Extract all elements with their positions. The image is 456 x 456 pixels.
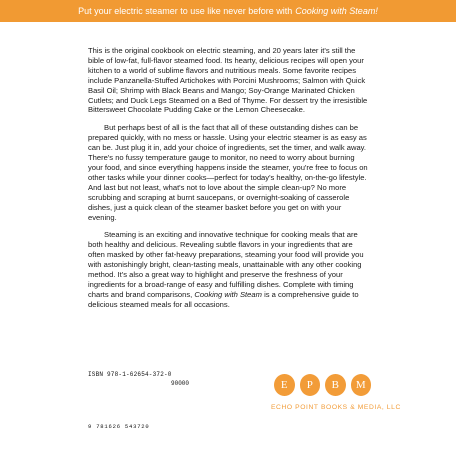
- paragraph-3-book-title: Cooking with Steam: [194, 289, 262, 299]
- banner-text: Put your electric steamer to use like never before with: [78, 6, 293, 16]
- logo-circle-e: E: [274, 374, 295, 396]
- price-barcode-bars: [170, 386, 198, 422]
- logo-circle-b: B: [325, 374, 346, 396]
- publisher-logo-circles: [271, 374, 371, 396]
- isbn-barcode: [88, 371, 200, 431]
- logo-circle-m: M: [351, 374, 372, 396]
- publisher-logo: [271, 374, 401, 424]
- barcode-price-code: 90000: [171, 380, 190, 387]
- paragraph-3-text-end: is a comprehensive guide to delicious steamed meals for all occasions.: [88, 289, 359, 309]
- back-cover-description: [88, 46, 370, 318]
- top-banner: [0, 0, 456, 22]
- description-paragraph-3: [88, 230, 370, 309]
- description-paragraph-2: But perhaps best of all is the fact that all of these outstanding dishes can be prepared quickly, with no mess or hassle. Using your electric steamer is as easy as can be. Just plug it in, add your choice of ingredients, set the timer, and walk away. There's no fussy temperature gauge to monitor, no need to worry about burning your food, and since everything happens inside the steamer, you're free to focus on other tasks while your dinner cooks—perfect for today's healthy, on-the-go lifestyle. And last but not least, what's not to love about the simple clean-up? No more scrubbing and scraping at burnt saucepans, or overnight-soaking of casserole dishes, just a quick clean of the steamer basket before you get on with your evening.: [88, 123, 368, 222]
- paragraph-3-text: Steaming is an exciting and innovative technique for cooking meals that are both healthy and delicious. Revealing subtle flavors in your ingredients that are often masked by other fat-heavy preparations, steaming your food will provide you with astonishingly bright, clean-tasting meals, unattainable with any other cooking method. It's also a great way to highlight and preserve the freshness of your ingredients for a broad-range of easy and fulfilling dishes. Complete with timing charts and brand comparisons,: [88, 230, 364, 299]
- logo-circle-p: P: [300, 374, 321, 396]
- ean-digits: 9 781626 543720: [88, 423, 150, 430]
- isbn-number: ISBN 978-1-62654-372-0: [88, 371, 172, 378]
- ean-barcode-bars: [88, 379, 168, 423]
- description-paragraph-1: This is the original cookbook on electric steaming, and 20 years later it's still the bible of low-fat, full-flavor steamed food. Its hearty, delicious recipes will open your kitchen to a world of sublime flavors and nutritious meals. Some favorite recipes include Panzanella-Stuffed Artichokes with Porcini Mushrooms; Salmon with Quick Basil Oil; Shrimp with Black Beans and Mango; Soy-Orange Marinated Chicken Cutlets; and Duck Legs Steamed on a Bed of Thyme. For dessert try the irresistible Bittersweet Chocolate Pudding Cake or the Lemon Cheesecake.: [88, 46, 368, 115]
- publisher-name: ECHO POINT BOOKS & MEDIA, LLC: [271, 404, 401, 411]
- banner-book-title: Cooking with Steam!: [295, 6, 378, 16]
